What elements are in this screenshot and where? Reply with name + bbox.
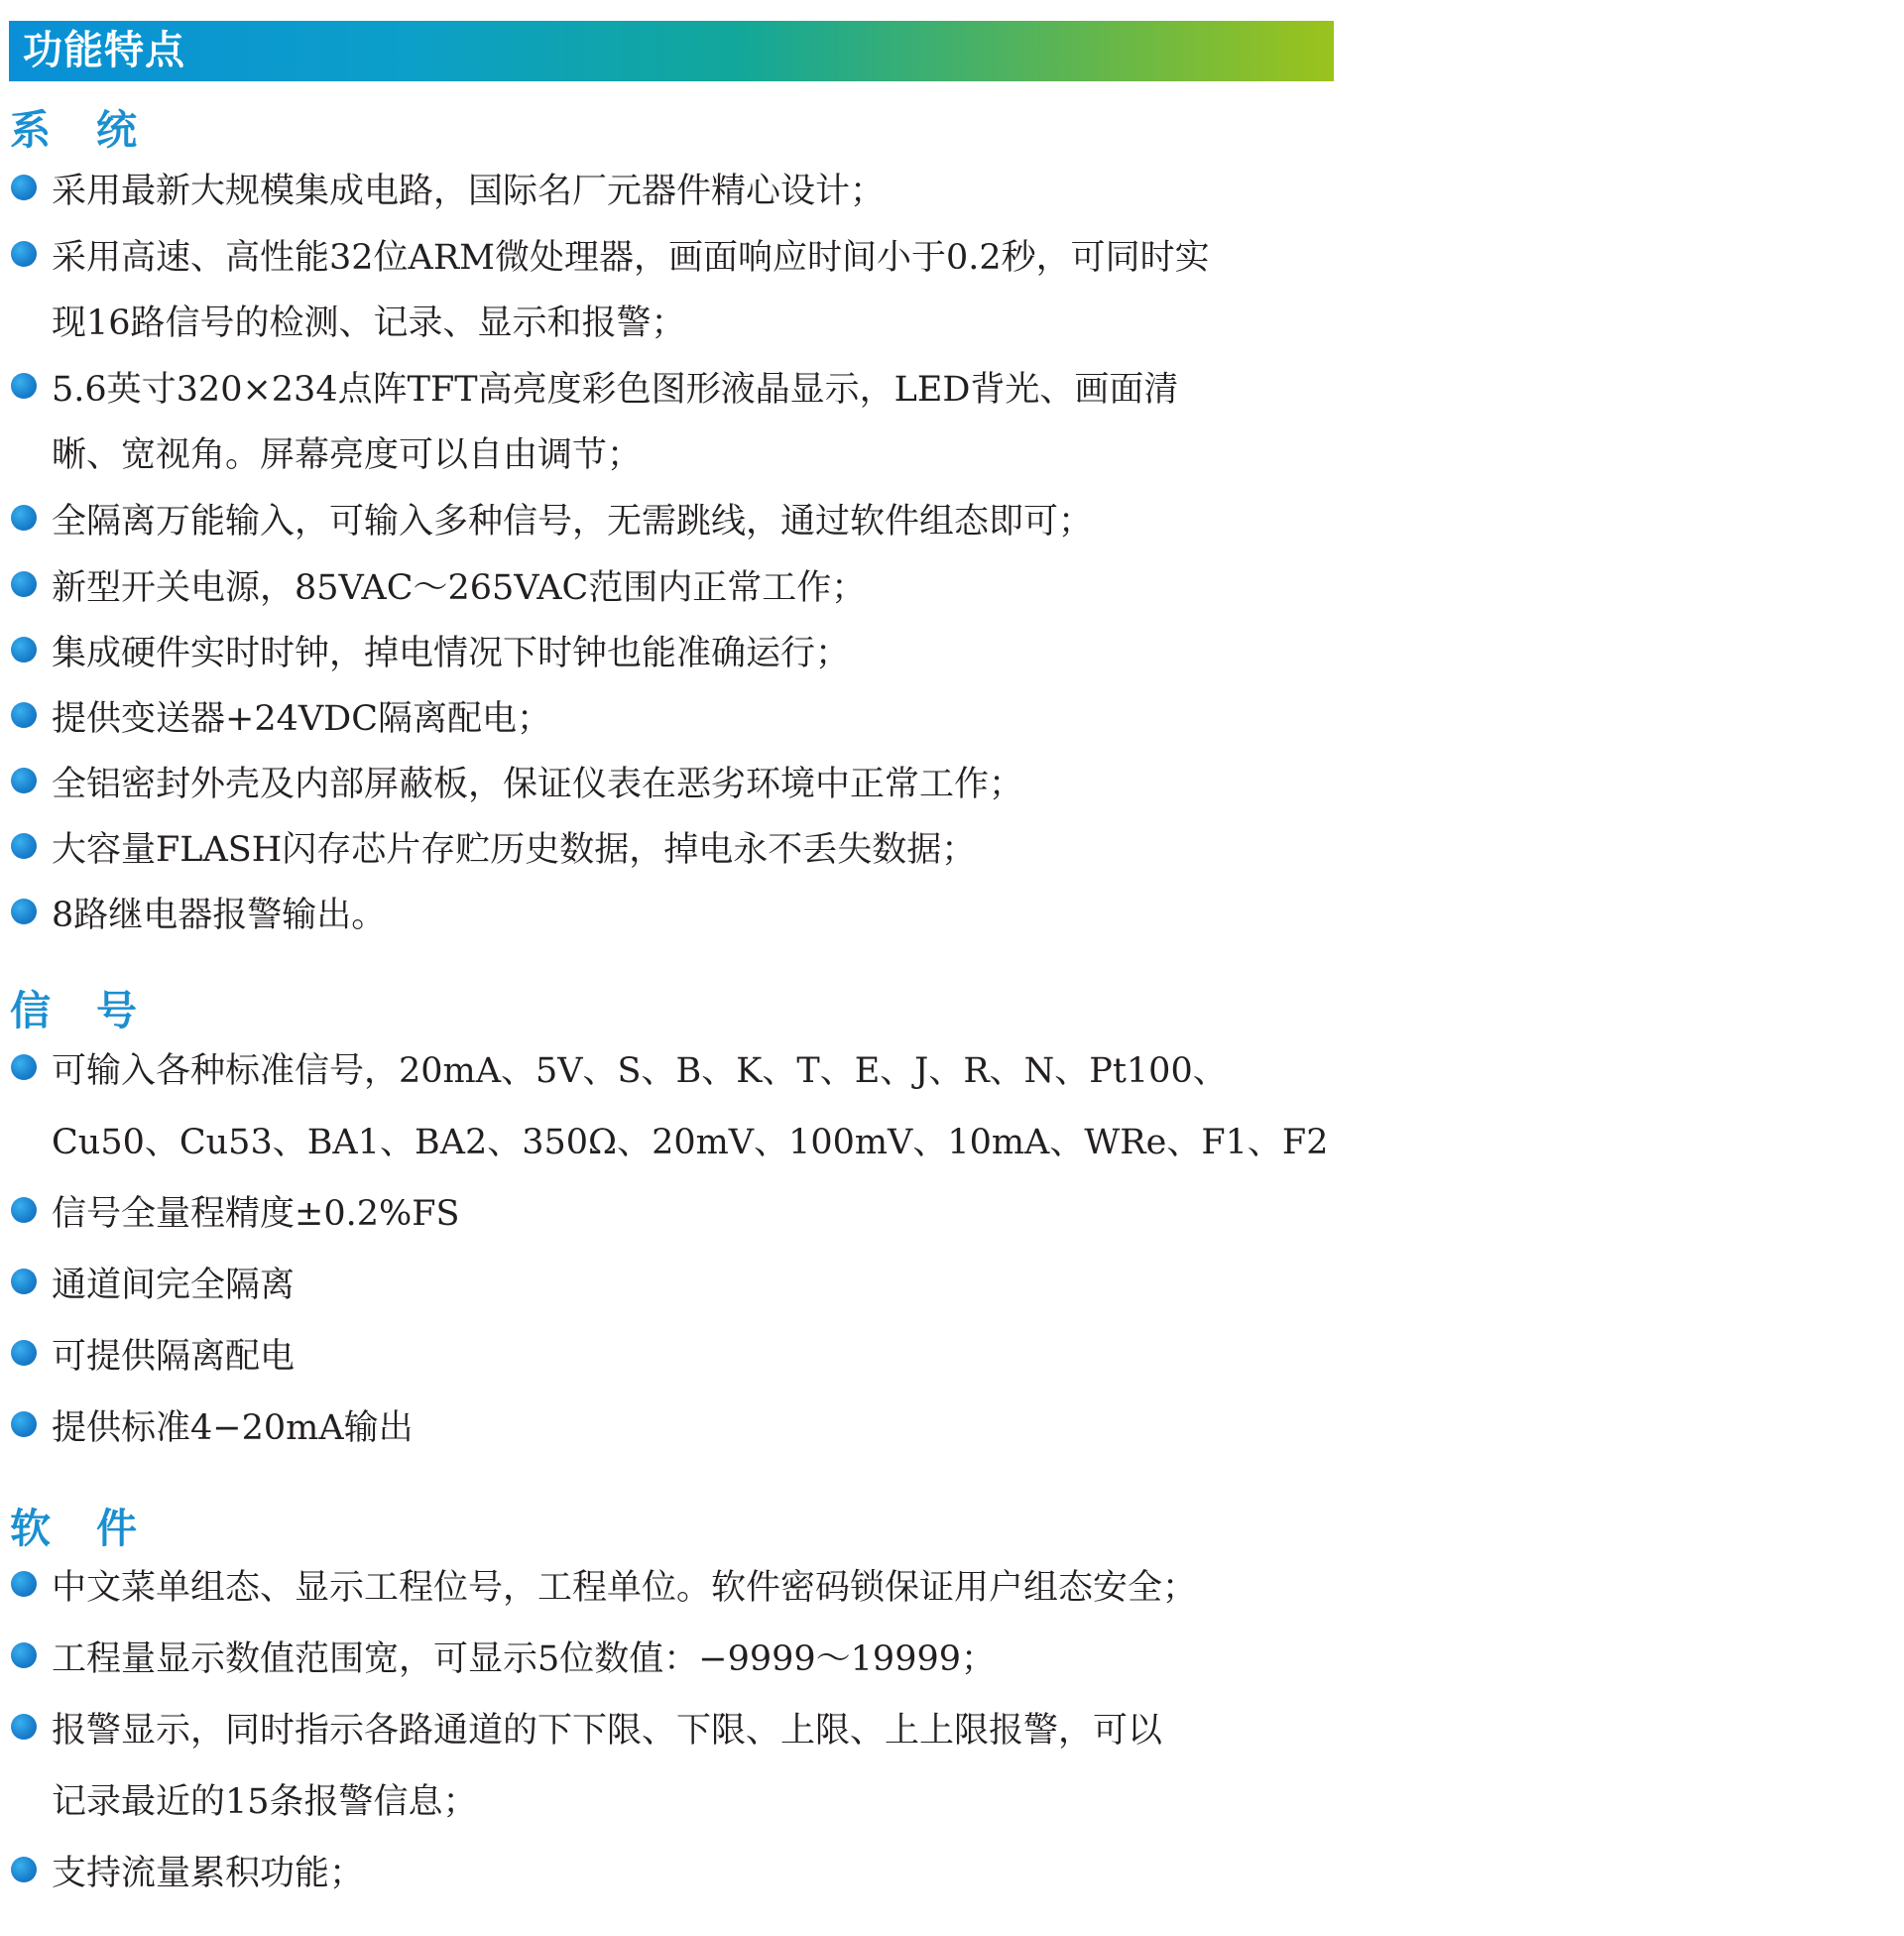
bullet-icon: [11, 1857, 37, 1882]
banner-title: 功能特点: [23, 28, 185, 73]
list-item: [0, 497, 1904, 546]
list-item: [0, 365, 1904, 475]
item-text-continued: 晰、宽视角。屏幕亮度可以自由调节；: [52, 435, 643, 475]
list-item: [0, 694, 1904, 744]
item-text: 采用最新大规模集成电路，国际名厂元器件精心设计；: [52, 172, 886, 211]
list-item: [0, 1261, 1904, 1310]
bullet-icon: [11, 1642, 37, 1668]
bullet-icon: [11, 768, 37, 793]
bullet-icon: [11, 1197, 37, 1223]
item-text: 支持流量累积功能；: [52, 1854, 365, 1893]
list-item: [0, 167, 1904, 216]
bullet-icon: [11, 241, 37, 267]
item-text: 中文菜单组态、显示工程位号，工程单位。软件密码锁保证用户组态安全；: [52, 1568, 1198, 1608]
item-text: 采用高速、高性能32位ARM微处理器，画面响应时间小于0.2秒，可同时实: [52, 238, 1210, 278]
bullet-icon: [11, 1714, 37, 1740]
bullet-icon: [11, 1054, 37, 1080]
bullet-icon: [11, 899, 37, 924]
list-item: [0, 1849, 1904, 1898]
list-item: [0, 1563, 1904, 1613]
item-text-continued: Cu50、Cu53、BA1、BA2、350Ω、20mV、100mV、10mA、WRe、F1、F2: [52, 1123, 1329, 1162]
list-item: [0, 629, 1904, 678]
bullet-icon: [11, 637, 37, 663]
section-heading-signal: 信号: [10, 987, 182, 1034]
bullet-icon: [11, 1571, 37, 1597]
bullet-icon: [11, 175, 37, 200]
list-item: [0, 1706, 1904, 1822]
bullet-icon: [11, 505, 37, 531]
bullet-icon: [11, 1340, 37, 1366]
list-item: [0, 760, 1904, 809]
item-text: 通道间完全隔离: [52, 1266, 296, 1305]
item-text: 全铝密封外壳及内部屏蔽板，保证仪表在恶劣环境中正常工作；: [52, 765, 1024, 804]
list-item: [0, 891, 1904, 940]
list-item: [0, 1046, 1904, 1162]
item-text: 可输入各种标准信号，20mA、5V、S、B、K、T、E、J、R、N、Pt100、: [52, 1051, 1228, 1091]
section-heading-software: 软件: [10, 1505, 182, 1552]
item-text: 8路继电器报警输出。: [52, 896, 387, 935]
bullet-icon: [11, 571, 37, 597]
list-item: [0, 233, 1904, 343]
item-text: 集成硬件实时时钟，掉电情况下时钟也能准确运行；: [52, 634, 851, 673]
list-item: [0, 563, 1904, 613]
list-item: [0, 1189, 1904, 1239]
list-item: [0, 1403, 1904, 1453]
item-text: 提供变送器+24VDC隔离配电；: [52, 699, 551, 739]
section-banner: [9, 21, 1334, 81]
list-item: [0, 1634, 1904, 1684]
item-text: 信号全量程精度±0.2%FS: [52, 1194, 460, 1234]
bullet-icon: [11, 1269, 37, 1294]
item-text: 工程量显示数值范围宽，可显示5位数值：−9999～19999；: [52, 1639, 997, 1679]
item-text-continued: 现16路信号的检测、记录、显示和报警；: [52, 303, 686, 343]
item-text: 全隔离万能输入，可输入多种信号，无需跳线，通过软件组态即可；: [52, 502, 1094, 542]
section-heading-system: 系统: [10, 106, 182, 154]
item-text: 新型开关电源，85VAC～265VAC范围内正常工作；: [52, 568, 867, 608]
item-text: 大容量FLASH闪存芯片存贮历史数据，掉电永不丢失数据；: [52, 830, 977, 870]
item-text-continued: 记录最近的15条报警信息；: [52, 1782, 478, 1822]
item-text: 可提供隔离配电: [52, 1337, 296, 1377]
bullet-icon: [11, 1411, 37, 1437]
bullet-icon: [11, 833, 37, 859]
list-item: [0, 1332, 1904, 1382]
item-text: 5.6英寸320×234点阵TFT高亮度彩色图形液晶显示，LED背光、画面清: [52, 370, 1179, 410]
bullet-icon: [11, 702, 37, 728]
item-text: 报警显示，同时指示各路通道的下下限、下限、上限、上上限报警，可以: [52, 1711, 1163, 1751]
item-text: 提供标准4−20mA输出: [52, 1408, 414, 1448]
bullet-icon: [11, 373, 37, 399]
list-item: [0, 825, 1904, 875]
